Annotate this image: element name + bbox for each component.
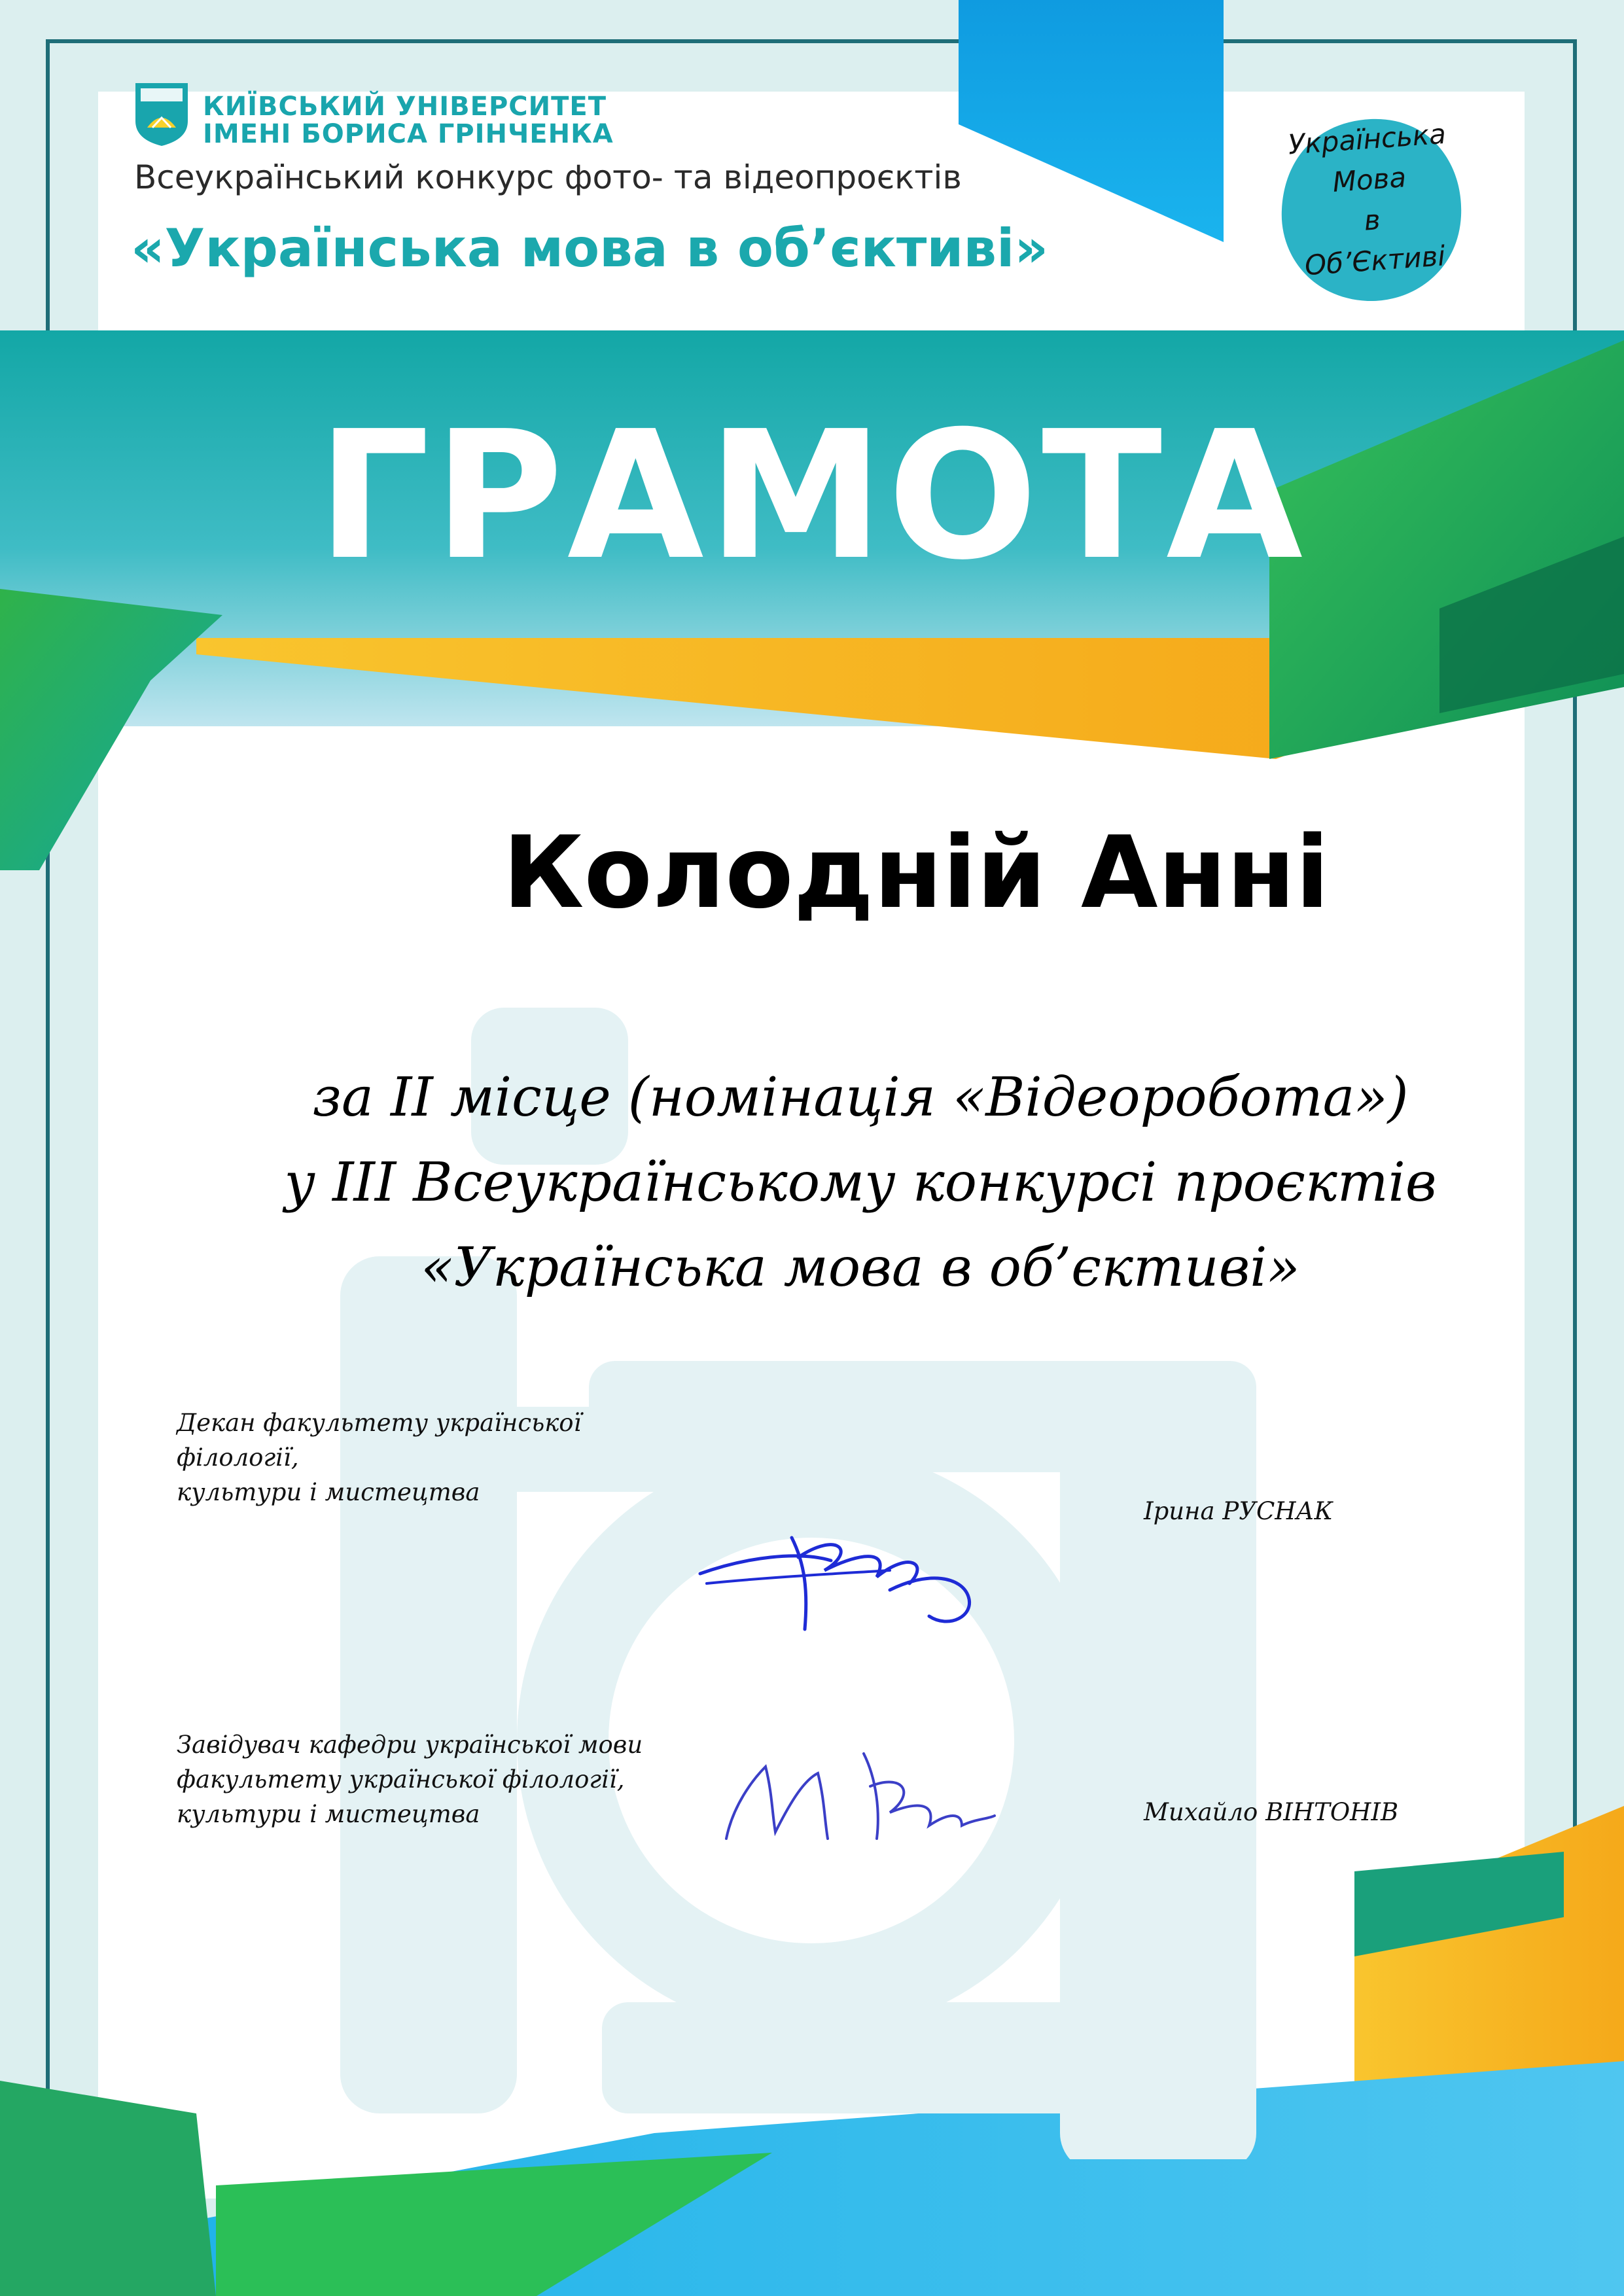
badge-line4: Об’Єктиві	[1303, 239, 1447, 282]
signatory-1-position	[177, 1405, 581, 1510]
signatory-1-position-line3: культури і мистецтва	[177, 1478, 480, 1506]
badge-line2: Мова	[1332, 161, 1407, 198]
university-logo	[133, 82, 190, 147]
signatory-1-position-line1: Декан факультету української	[177, 1409, 582, 1437]
signatory-2-position-line1: Завідувач кафедри української мови	[177, 1731, 643, 1759]
contest-badge	[1273, 111, 1469, 308]
award-reason-line3: «Українська мова в об’єктиві»	[421, 1237, 1300, 1299]
signatory-1-position-line2: філології,	[177, 1443, 299, 1472]
university-name-line2: ІМЕНІ БОРИСА ГРІНЧЕНКА	[203, 119, 614, 149]
signature-2	[713, 1740, 1001, 1852]
signatory-1-name: Ірина РУСНАК	[1144, 1497, 1333, 1525]
signatory-2-position	[177, 1727, 643, 1831]
university-name-line1: КИЇВСЬКИЙ УНІВЕРСИТЕТ	[203, 92, 607, 122]
award-reason-line2: у ІІІ Всеукраїнському конкурсі проєктів	[284, 1152, 1437, 1214]
signatory-2-name: Михайло ВІНТОНІВ	[1144, 1798, 1399, 1826]
signature-1	[694, 1511, 981, 1642]
contest-name: «Українська мова в об’єктиві»	[131, 218, 1049, 279]
badge-line1: Українська	[1287, 117, 1447, 161]
signatory-2-position-line2: факультету української філології,	[177, 1765, 625, 1793]
signatory-2-position-line3: культури і мистецтва	[177, 1800, 480, 1828]
award-reason-line1: за ІІ місце (номінація «Відеоробота»)	[312, 1067, 1409, 1129]
recipient-name: Колодній Анні	[503, 815, 1330, 930]
badge-line3: в	[1363, 203, 1382, 237]
certificate-title: ГРАМОТА	[317, 393, 1307, 599]
contest-description: Всеукраїнський конкурс фото- та відеопроєктів	[134, 158, 962, 196]
